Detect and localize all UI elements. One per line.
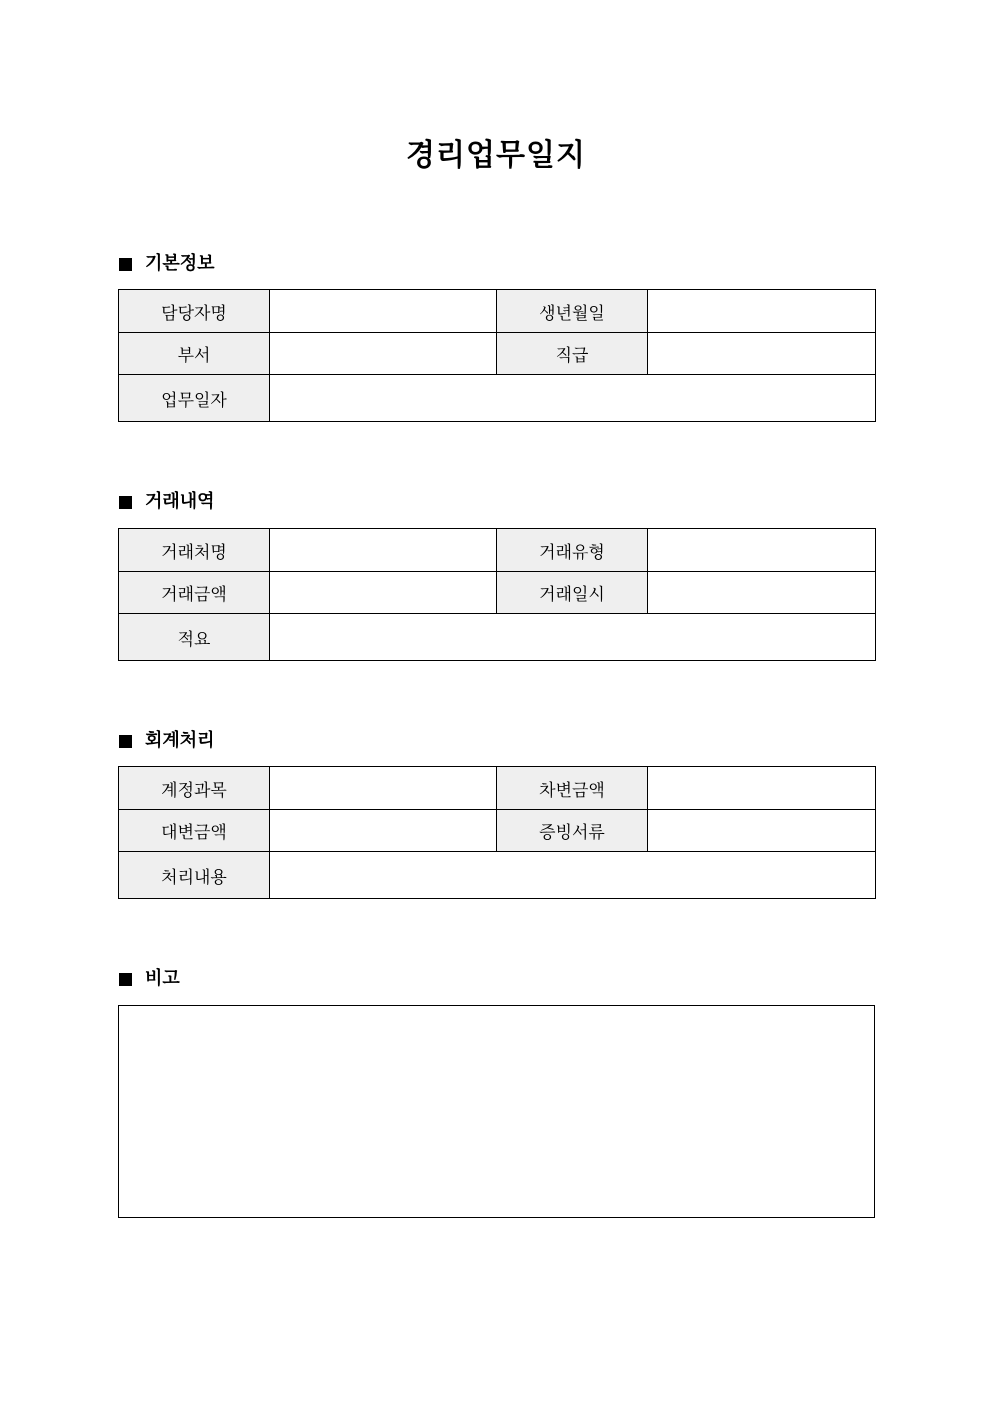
field-position[interactable] [648,333,876,375]
field-birthdate[interactable] [648,290,876,333]
label-amount: 거래금액 [119,572,270,614]
section-heading-basic [119,252,215,276]
accounting-table [118,766,876,899]
table-row [119,375,876,422]
field-summary[interactable] [270,614,876,661]
section-heading-label: 비고 [145,968,180,989]
section-heading-label: 회계처리 [145,730,215,751]
section-heading-transaction [119,490,215,514]
table-row [119,852,876,899]
notes-field[interactable] [118,1005,875,1218]
section-heading-notes [119,967,180,991]
transaction-table [118,528,876,661]
field-debit[interactable] [648,767,876,810]
field-evidence[interactable] [648,810,876,852]
square-bullet-icon [119,496,132,509]
field-details[interactable] [270,852,876,899]
label-transaction-type: 거래유형 [497,529,648,572]
square-bullet-icon [119,973,132,986]
field-credit[interactable] [270,810,497,852]
label-department: 부서 [119,333,270,375]
table-row [119,290,876,333]
section-heading-label: 거래내역 [145,491,215,512]
table-row [119,614,876,661]
label-client: 거래처명 [119,529,270,572]
field-amount[interactable] [270,572,497,614]
table-row [119,572,876,614]
label-credit: 대변금액 [119,810,270,852]
label-datetime: 거래일시 [497,572,648,614]
field-transaction-type[interactable] [648,529,876,572]
table-row [119,333,876,375]
field-department[interactable] [270,333,497,375]
table-row [119,529,876,572]
field-work-date[interactable] [270,375,876,422]
section-heading-label: 기본정보 [145,253,215,274]
label-work-date: 업무일자 [119,375,270,422]
label-debit: 차변금액 [497,767,648,810]
label-summary: 적요 [119,614,270,661]
basic-info-table [118,289,876,422]
field-account[interactable] [270,767,497,810]
table-row [119,810,876,852]
field-datetime[interactable] [648,572,876,614]
field-client[interactable] [270,529,497,572]
square-bullet-icon [119,258,132,271]
label-details: 처리내용 [119,852,270,899]
label-evidence: 증빙서류 [497,810,648,852]
field-manager[interactable] [270,290,497,333]
square-bullet-icon [119,735,132,748]
label-position: 직급 [497,333,648,375]
label-account: 계정과목 [119,767,270,810]
page-title: 경리업무일지 [406,138,586,173]
table-row [119,767,876,810]
label-manager: 담당자명 [119,290,270,333]
section-heading-accounting [119,729,215,753]
label-birthdate: 생년월일 [497,290,648,333]
